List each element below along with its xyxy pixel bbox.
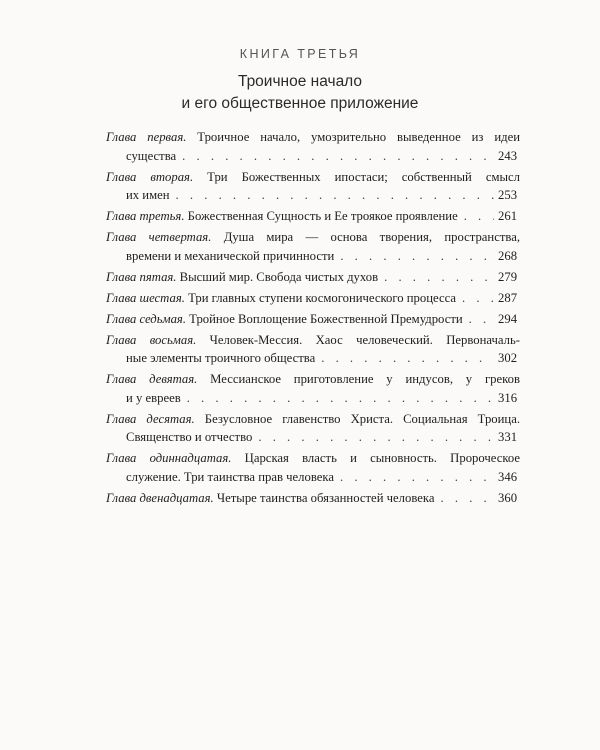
toc-entry[interactable] (106, 289, 520, 308)
chapter-title-text (126, 186, 170, 205)
page-number: 243 (498, 148, 518, 163)
chapter-label: Глава вторая. (106, 169, 194, 184)
book-label: КНИГА ТРЕТЬЯ (239, 47, 361, 61)
chapter-label: Глава первая. (106, 130, 187, 144)
chapter-title-text (106, 207, 458, 226)
chapter-label: Глава восьмая. (106, 332, 197, 347)
toc-line (106, 370, 520, 389)
chapter-title-text (126, 349, 315, 368)
chapter-label: Глава шестая. (106, 290, 185, 305)
chapter-title-text: Троичное начало, умозрительно выведенное из идеи (197, 130, 520, 144)
toc-line (106, 168, 520, 187)
title-line-1: Троичное начало (237, 73, 363, 90)
dot-leader (340, 468, 494, 487)
chapter-label: Глава пятая. (106, 269, 177, 284)
dot-leader (182, 147, 494, 166)
toc-entry[interactable] (106, 228, 520, 265)
page-number: 360 (498, 490, 518, 505)
chapter-title-tail: Божественная Сущность и Ее троякое проявление (187, 209, 458, 223)
toc-entry[interactable] (106, 489, 520, 508)
chapter-title-tail: Три главных ступени космогонического процесса (188, 290, 457, 305)
dot-leader (441, 489, 495, 508)
chapter-title-text: Душа мира — основа творения, пространства, (223, 230, 521, 244)
chapter-label: Глава двенадцатая. (106, 490, 214, 505)
toc-entry[interactable] (106, 449, 520, 486)
chapter-title-text: Три Божественных ипостаси; собственный смысл (207, 169, 521, 184)
toc-line-with-page (106, 389, 520, 408)
chapter-label: Глава седьмая. (106, 311, 186, 326)
chapter-title-tail: времени и механической причинности (126, 248, 335, 263)
toc-line-with-page (106, 207, 520, 226)
page-number: 287 (498, 290, 518, 305)
toc-line-with-page (106, 468, 520, 487)
chapter-title-tail: Высший мир. Свобода чистых духов (179, 269, 379, 284)
dot-leader (258, 428, 494, 447)
chapter-title-text (126, 247, 334, 266)
chapter-label: Глава девятая. (106, 372, 198, 386)
toc-entry[interactable] (106, 128, 520, 165)
toc-line-with-page (106, 489, 520, 508)
toc-line-with-page (106, 310, 520, 329)
chapter-title-tail: и у евреев (126, 390, 181, 405)
chapter-title-text: Царская власть и сыновность. Пророческое (244, 451, 521, 465)
toc-line-with-page (106, 147, 520, 166)
page-number: 302 (498, 351, 518, 365)
toc-line (106, 331, 520, 350)
chapter-title-text (106, 310, 463, 329)
page-number: 268 (498, 248, 518, 263)
toc-line-with-page (106, 289, 520, 308)
toc-entry[interactable] (106, 268, 520, 287)
table-of-contents (106, 128, 520, 510)
dot-leader (464, 207, 494, 226)
page-number: 346 (498, 469, 518, 484)
chapter-title-tail: Четыре таинства обязанностей человека (216, 490, 435, 505)
toc-line-with-page (106, 268, 520, 287)
chapter-title-tail: их имен (126, 188, 170, 202)
toc-entry[interactable] (106, 331, 520, 368)
dot-leader (176, 186, 494, 205)
chapter-title-text (126, 389, 181, 408)
dot-leader (384, 268, 494, 287)
page-title (0, 71, 600, 115)
toc-line-with-page (106, 349, 520, 368)
dot-leader (469, 310, 494, 329)
title-line-2: и его общественное приложение (181, 95, 419, 112)
toc-entry[interactable] (106, 310, 520, 329)
chapter-title-text: Безусловное главенство Христа. Социальная Троица. (204, 411, 521, 426)
toc-line-with-page (106, 428, 520, 447)
dot-leader (321, 349, 494, 368)
dot-leader (340, 247, 494, 266)
toc-line (106, 128, 520, 147)
toc-entry[interactable] (106, 370, 520, 407)
chapter-label: Глава третья. (106, 209, 185, 223)
toc-line (106, 410, 520, 429)
toc-entry[interactable] (106, 168, 520, 205)
toc-line (106, 449, 520, 468)
chapter-title-tail: Священство и отчество (126, 430, 253, 444)
chapter-title-tail: служение. Три таинства прав человека (126, 469, 334, 484)
chapter-title-tail: существа (126, 148, 177, 163)
chapter-label: Глава десятая. (106, 411, 195, 426)
toc-line-with-page (106, 247, 520, 266)
chapter-title-text: Мессианское приготовление у индусов, у греков (210, 372, 520, 386)
toc-line (106, 228, 520, 247)
dot-leader (187, 389, 494, 408)
chapter-title-text: Человек-Мессия. Хаос человеческий. Первоначаль- (209, 332, 520, 347)
page-number: 279 (498, 269, 518, 284)
dot-leader (462, 289, 494, 308)
page-number: 261 (498, 209, 518, 223)
page-number: 331 (498, 430, 518, 444)
toc-entry[interactable] (106, 207, 520, 226)
chapter-title-text (126, 468, 334, 487)
chapter-label: Глава четвертая. (106, 230, 212, 244)
page-number: 253 (498, 188, 518, 202)
chapter-title-tail: Тройное Воплощение Божественной Премудрости (189, 311, 463, 326)
chapter-title-tail: ные элементы троичного общества (126, 351, 316, 365)
chapter-title-text (106, 489, 435, 508)
toc-line-with-page (106, 186, 520, 205)
page-number: 294 (498, 311, 518, 326)
chapter-title-text (106, 289, 456, 308)
chapter-title-text (126, 428, 252, 447)
chapter-label: Глава одиннадцатая. (106, 451, 232, 465)
chapter-title-text (106, 268, 378, 287)
toc-entry[interactable] (106, 410, 520, 447)
page-number: 316 (498, 390, 518, 405)
chapter-title-text (126, 147, 176, 166)
